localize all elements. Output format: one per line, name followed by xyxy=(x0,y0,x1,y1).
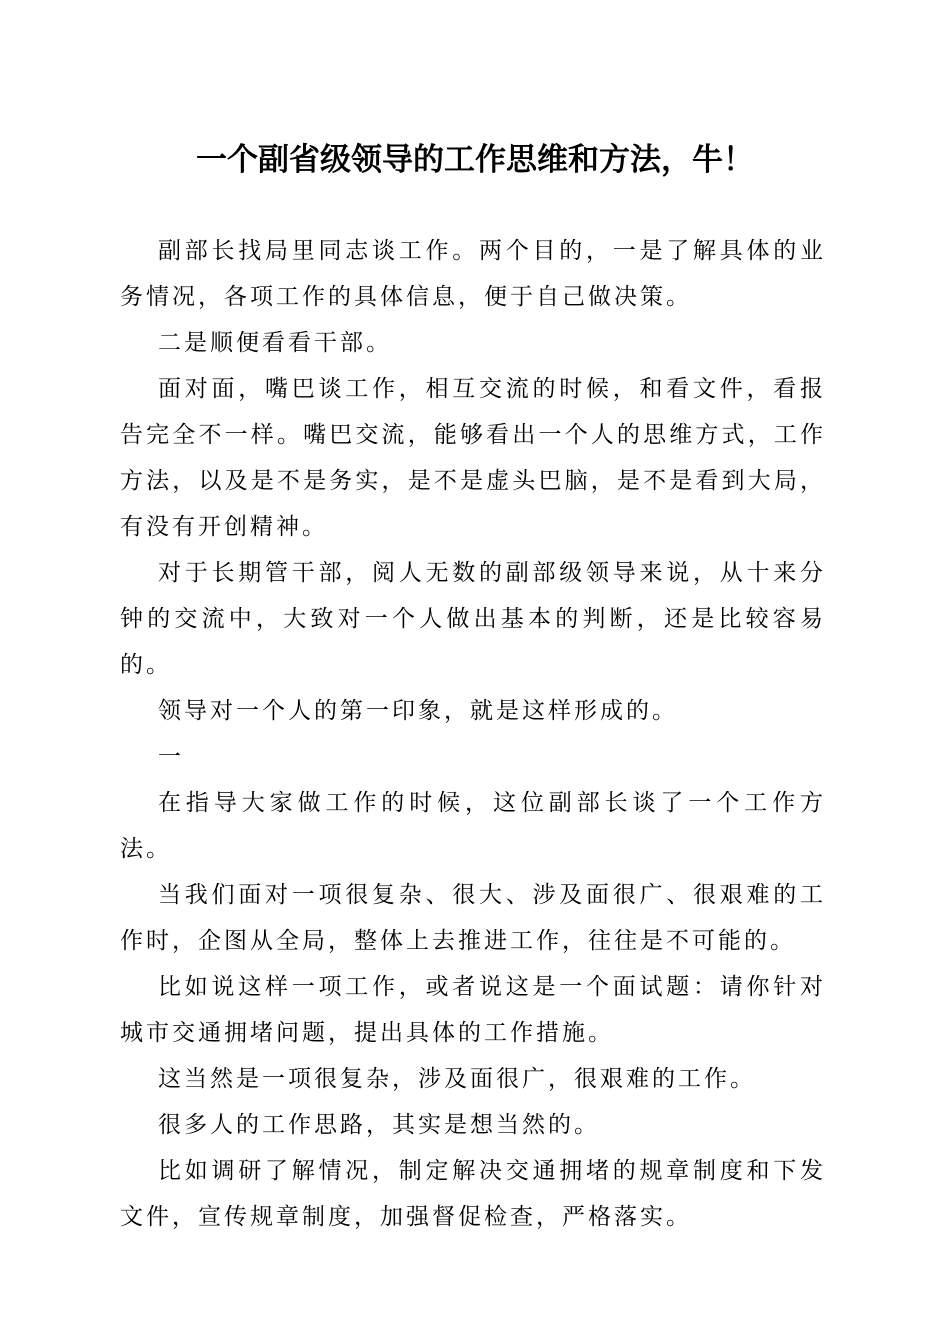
paragraph: 在指导大家做工作的时候，这位副部长谈了一个工作方法。 xyxy=(120,790,826,862)
document-body xyxy=(120,228,826,1240)
paragraph: 对于长期管干部，阅人无数的副部级领导来说，从十来分钟的交流中，大致对一个人做出基本的判断，还是比较容易的。 xyxy=(120,560,826,678)
paragraph: 领导对一个人的第一印象，就是这样形成的。 xyxy=(158,698,678,724)
paragraph: 这当然是一项很复杂，涉及面很广，很艰难的工作。 xyxy=(158,1066,756,1092)
paragraph: 比如说这样一项工作，或者说这是一个面试题：请你针对城市交通拥堵问题，提出具体的工作措施。 xyxy=(120,974,826,1046)
section-marker: 一 xyxy=(158,744,184,770)
paragraph: 比如调研了解情况，制定解决交通拥堵的规章制度和下发文件，宣传规章制度，加强督促检查，严格落实。 xyxy=(120,1158,826,1230)
paragraph: 当我们面对一项很复杂、很大、涉及面很广、很艰难的工作时，企图从全局，整体上去推进工作，往往是不可能的。 xyxy=(120,882,826,954)
document-title: 一个副省级领导的工作思维和方法，牛！ xyxy=(196,142,754,178)
paragraph: 面对面，嘴巴谈工作，相互交流的时候，和看文件，看报告完全不一样。嘴巴交流，能够看出一个人的思维方式，工作方法，以及是不是务实，是不是虚头巴脑，是不是看到大局，有没有开创精神。 xyxy=(120,376,826,540)
paragraph: 二是顺便看看干部。 xyxy=(158,330,392,356)
paragraph: 副部长找局里同志谈工作。两个目的，一是了解具体的业务情况，各项工作的具体信息，便于自己做决策。 xyxy=(120,238,826,310)
paragraph: 很多人的工作思路，其实是想当然的。 xyxy=(158,1112,600,1138)
